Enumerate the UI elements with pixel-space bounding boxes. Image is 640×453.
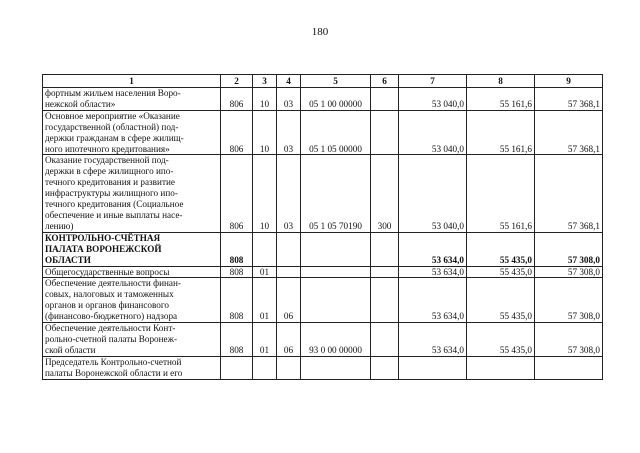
- expense-type-cell: [371, 323, 399, 357]
- row-name-line: палаты Воронежской области и его: [45, 367, 183, 378]
- target-article-cell: [301, 232, 371, 266]
- row-name-line: Председатель Контрольно-счетной: [45, 356, 182, 367]
- amount-year2-cell: 55 161,6: [467, 88, 535, 111]
- header-cell-3: 3: [253, 75, 277, 88]
- header-cell-5: 5: [301, 75, 371, 88]
- amount-year1-cell: 53 040,0: [399, 155, 467, 232]
- row-name-line: Общегосударственные вопросы: [45, 266, 170, 277]
- department-code-cell: 806: [221, 88, 253, 111]
- table-row: [43, 88, 603, 111]
- expense-type-cell: [371, 110, 399, 155]
- row-name-line: Основное мероприятие «Оказание: [45, 110, 180, 121]
- budget-table: [42, 74, 603, 380]
- row-name-line: ного ипотечного кредитования»: [45, 143, 170, 154]
- expense-type-cell: 300: [371, 155, 399, 232]
- table-header-row: [43, 75, 603, 88]
- row-name-cell: [43, 110, 221, 155]
- section-code-cell: 01: [253, 323, 277, 357]
- header-cell-9: 9: [535, 75, 603, 88]
- subsection-code-cell: 06: [277, 278, 301, 323]
- amount-year3-cell: 57 308,0: [535, 278, 603, 323]
- row-name-line: обеспечение и иные выплаты насе-: [45, 209, 183, 220]
- header-cell-2: 2: [221, 75, 253, 88]
- row-name-line: ОБЛАСТИ: [45, 254, 91, 265]
- row-name-cell: [43, 88, 221, 111]
- amount-year3-cell: 57 368,1: [535, 110, 603, 155]
- header-cell-8: 8: [467, 75, 535, 88]
- row-name-line: совых, налоговых и таможенных: [45, 289, 174, 300]
- row-name-line: Обеспечение деятельности Конт-: [45, 323, 176, 334]
- department-code-cell: 808: [221, 232, 253, 266]
- row-name-line: течного кредитования и развитие: [45, 177, 175, 188]
- amount-year3-cell: 57 308,0: [535, 323, 603, 357]
- department-code-cell: 808: [221, 278, 253, 323]
- table-row: [43, 278, 603, 323]
- expense-type-cell: [371, 232, 399, 266]
- section-code-cell: [253, 356, 277, 379]
- table-row: [43, 155, 603, 232]
- target-article-cell: [301, 266, 371, 278]
- table-row: [43, 266, 603, 278]
- header-cell-4: 4: [277, 75, 301, 88]
- amount-year1-cell: 53 040,0: [399, 88, 467, 111]
- target-article-cell: 93 0 00 00000: [301, 323, 371, 357]
- row-name-line: инфраструктуры жилищного ипо-: [45, 188, 178, 199]
- amount-year2-cell: 55 161,6: [467, 110, 535, 155]
- row-name-cell: [43, 232, 221, 266]
- row-name-cell: [43, 278, 221, 323]
- row-name-cell: [43, 356, 221, 379]
- department-code-cell: 806: [221, 155, 253, 232]
- amount-year2-cell: 55 435,0: [467, 323, 535, 357]
- amount-year3-cell: [535, 356, 603, 379]
- section-code-cell: [253, 232, 277, 266]
- section-code-cell: 10: [253, 88, 277, 111]
- subsection-code-cell: [277, 356, 301, 379]
- amount-year2-cell: 55 435,0: [467, 278, 535, 323]
- table-body: [43, 88, 603, 380]
- amount-year2-cell: 55 435,0: [467, 232, 535, 266]
- row-name-line: (финансово-бюджетного) надзора: [45, 311, 178, 322]
- amount-year1-cell: 53 040,0: [399, 110, 467, 155]
- target-article-cell: 05 1 00 00000: [301, 88, 371, 111]
- expense-type-cell: [371, 356, 399, 379]
- row-name-line: держки гражданам в сфере жилищ-: [45, 132, 184, 143]
- amount-year3-cell: 57 308,0: [535, 266, 603, 278]
- section-code-cell: 01: [253, 266, 277, 278]
- subsection-code-cell: [277, 232, 301, 266]
- amount-year1-cell: 53 634,0: [399, 323, 467, 357]
- row-name-cell: [43, 155, 221, 232]
- row-name-line: нежской области»: [45, 98, 116, 109]
- section-code-cell: 01: [253, 278, 277, 323]
- row-name-line: ской области: [45, 344, 96, 355]
- subsection-code-cell: 03: [277, 110, 301, 155]
- expense-type-cell: [371, 278, 399, 323]
- target-article-cell: 05 1 05 00000: [301, 110, 371, 155]
- table-row: [43, 323, 603, 357]
- table-row: [43, 110, 603, 155]
- row-name-line: государственной (областной) под-: [45, 121, 179, 132]
- amount-year2-cell: 55 435,0: [467, 266, 535, 278]
- header-cell-1: 1: [43, 75, 221, 88]
- amount-year3-cell: 57 368,1: [535, 155, 603, 232]
- subsection-code-cell: 03: [277, 88, 301, 111]
- row-name-line: держки в сфере жилищного ипо-: [45, 166, 174, 177]
- expense-type-cell: [371, 266, 399, 278]
- page-number: 180: [311, 26, 329, 38]
- amount-year1-cell: 53 634,0: [399, 266, 467, 278]
- amount-year2-cell: [467, 356, 535, 379]
- section-code-cell: 10: [253, 110, 277, 155]
- table-row: [43, 356, 603, 379]
- row-name-line: Обеспечение деятельности финан-: [45, 278, 181, 289]
- amount-year1-cell: 53 634,0: [399, 232, 467, 266]
- subsection-code-cell: [277, 266, 301, 278]
- row-name-line: Оказание государственной под-: [45, 155, 169, 166]
- row-name-line: КОНТРОЛЬНО-СЧЁТНАЯ: [45, 232, 161, 243]
- amount-year1-cell: [399, 356, 467, 379]
- row-name-line: фортным жильем населения Воро-: [45, 88, 181, 98]
- row-name-cell: [43, 266, 221, 278]
- department-code-cell: 808: [221, 266, 253, 278]
- table-row: [43, 232, 603, 266]
- target-article-cell: [301, 356, 371, 379]
- header-cell-7: 7: [399, 75, 467, 88]
- row-name-line: органов и органов финансового: [45, 300, 170, 311]
- row-name-line: ПАЛАТА ВОРОНЕЖСКОЙ: [45, 243, 162, 254]
- target-article-cell: [301, 278, 371, 323]
- amount-year3-cell: 57 308,0: [535, 232, 603, 266]
- amount-year2-cell: 55 161,6: [467, 155, 535, 232]
- subsection-code-cell: 06: [277, 323, 301, 357]
- expense-type-cell: [371, 88, 399, 111]
- department-code-cell: 806: [221, 110, 253, 155]
- department-code-cell: 808: [221, 323, 253, 357]
- header-cell-6: 6: [371, 75, 399, 88]
- row-name-line: течного кредитования (Социальное: [45, 199, 184, 210]
- amount-year3-cell: 57 368,1: [535, 88, 603, 111]
- row-name-line: рольно-счетной палаты Воронеж-: [45, 333, 178, 344]
- department-code-cell: [221, 356, 253, 379]
- section-code-cell: 10: [253, 155, 277, 232]
- subsection-code-cell: 03: [277, 155, 301, 232]
- amount-year1-cell: 53 634,0: [399, 278, 467, 323]
- row-name-line: лению): [45, 220, 74, 231]
- target-article-cell: 05 1 05 70190: [301, 155, 371, 232]
- row-name-cell: [43, 323, 221, 357]
